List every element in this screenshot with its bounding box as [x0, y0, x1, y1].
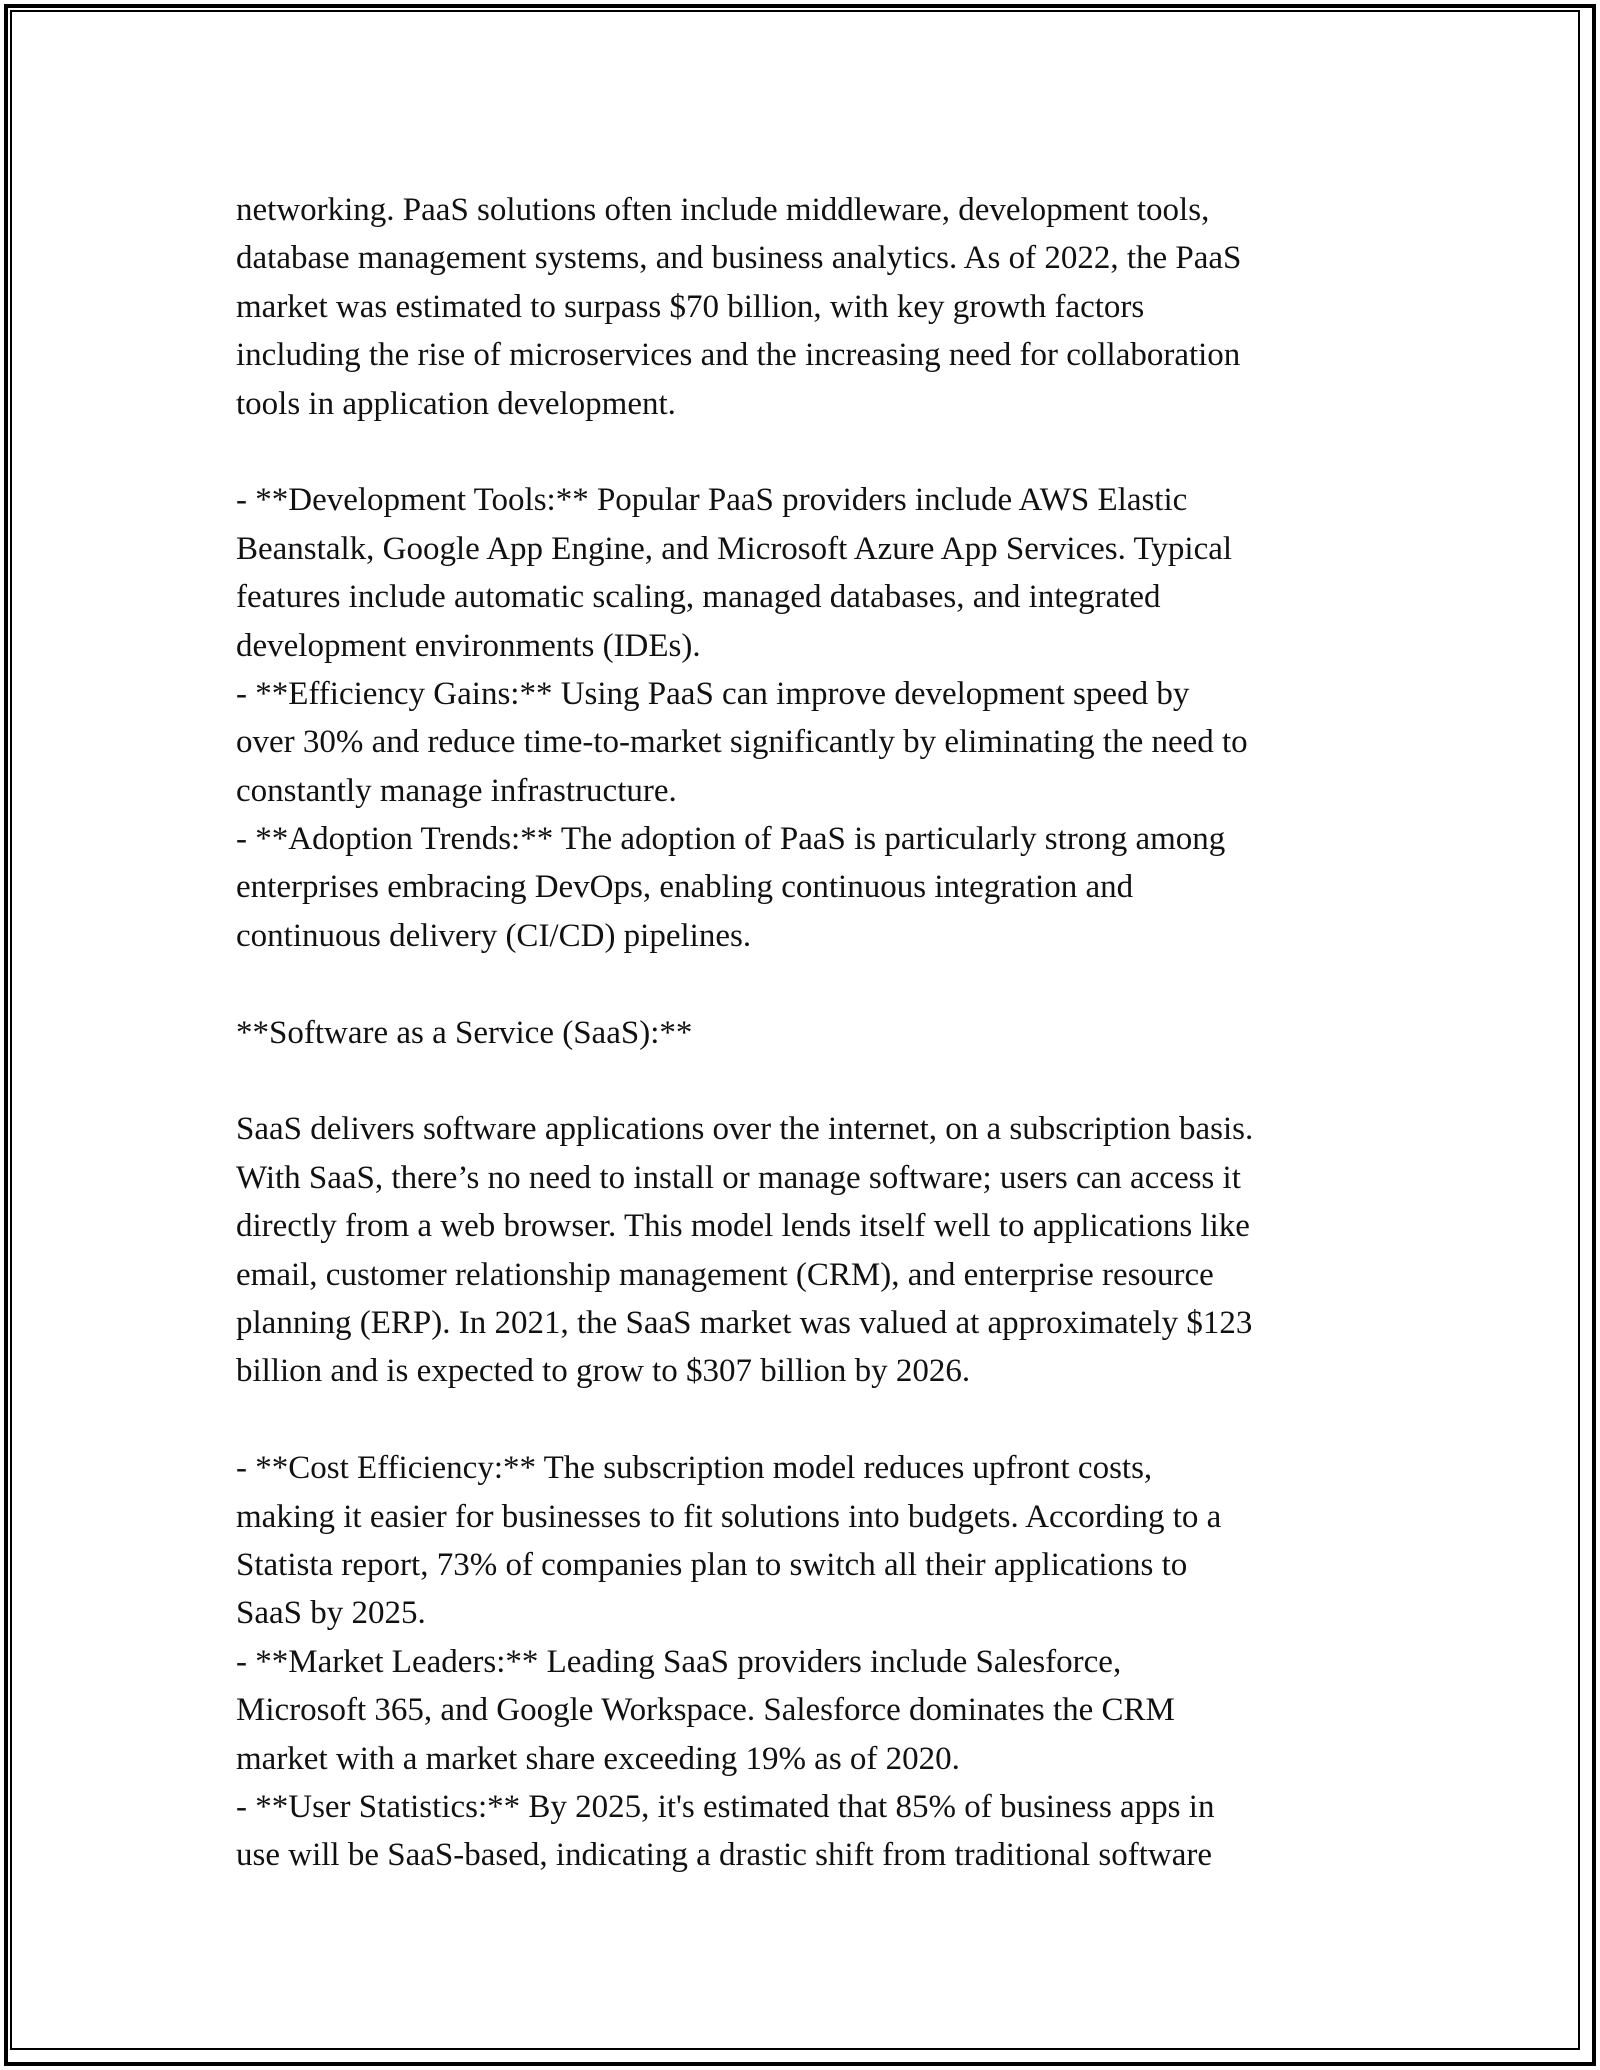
text-line: billion and is expected to grow to $307 billion by 2026.	[236, 1353, 971, 1390]
text-line: planning (ERP). In 2021, the SaaS market was valued at approximately $123	[236, 1304, 1253, 1341]
text-line: directly from a web browser. This model lends itself well to applications like	[236, 1208, 1250, 1245]
text-line: email, customer relationship management (CRM), and enterprise resource	[236, 1256, 1214, 1293]
blank-line	[236, 960, 1386, 1008]
blank-line	[236, 1057, 1386, 1105]
bullet-market-leaders: - **Market Leaders:** Leading SaaS providers include Salesforce,	[236, 1643, 1122, 1680]
document-body	[236, 186, 1386, 1880]
text-line: SaaS by 2025.	[236, 1595, 426, 1632]
text-line: Statista report, 73% of companies plan to switch all their applications to	[236, 1546, 1188, 1583]
text-line: market was estimated to surpass $70 billion, with key growth factors	[236, 288, 1145, 325]
text-line: including the rise of microservices and the increasing need for collaboration	[236, 337, 1241, 374]
text-line: enterprises embracing DevOps, enabling continuous integration and	[236, 869, 1134, 906]
text-line: networking. PaaS solutions often include middleware, development tools,	[236, 192, 1210, 228]
bullet-development-tools: - **Development Tools:** Popular PaaS providers include AWS Elastic	[236, 482, 1188, 519]
blank-line	[236, 428, 1386, 476]
text-line: SaaS delivers software applications over the internet, on a subscription basis.	[236, 1111, 1254, 1148]
text-line: Beanstalk, Google App Engine, and Microsoft Azure App Services. Typical	[236, 530, 1233, 567]
text-line: constantly manage infrastructure.	[236, 772, 677, 809]
bullet-cost-efficiency: - **Cost Efficiency:** The subscription model reduces upfront costs,	[236, 1450, 1153, 1487]
text-line: database management systems, and business analytics. As of 2022, the PaaS	[236, 240, 1242, 277]
text-line: Microsoft 365, and Google Workspace. Salesforce dominates the CRM	[236, 1692, 1175, 1729]
text-line: over 30% and reduce time-to-market significantly by eliminating the need to	[236, 724, 1248, 761]
text-line: continuous delivery (CI/CD) pipelines.	[236, 917, 752, 954]
bullet-adoption-trends: - **Adoption Trends:** The adoption of PaaS is particularly strong among	[236, 821, 1226, 858]
section-heading-saas: **Software as a Service (SaaS):**	[236, 1014, 693, 1051]
bullet-efficiency-gains: - **Efficiency Gains:** Using PaaS can improve development speed by	[236, 675, 1190, 712]
text-line: features include automatic scaling, managed databases, and integrated	[236, 579, 1161, 616]
bullet-user-statistics: - **User Statistics:** By 2025, it's estimated that 85% of business apps in	[236, 1788, 1215, 1825]
blank-line	[236, 1396, 1386, 1444]
text-line: use will be SaaS-based, indicating a drastic shift from traditional software	[236, 1837, 1212, 1874]
text-line: With SaaS, there’s no need to install or manage software; users can access it	[236, 1159, 1241, 1196]
text-line: tools in application development.	[236, 385, 676, 422]
text-line: development environments (IDEs).	[236, 627, 701, 664]
text-line: market with a market share exceeding 19% as of 2020.	[236, 1740, 960, 1777]
text-line: making it easier for businesses to fit solutions into budgets. According to a	[236, 1498, 1222, 1535]
